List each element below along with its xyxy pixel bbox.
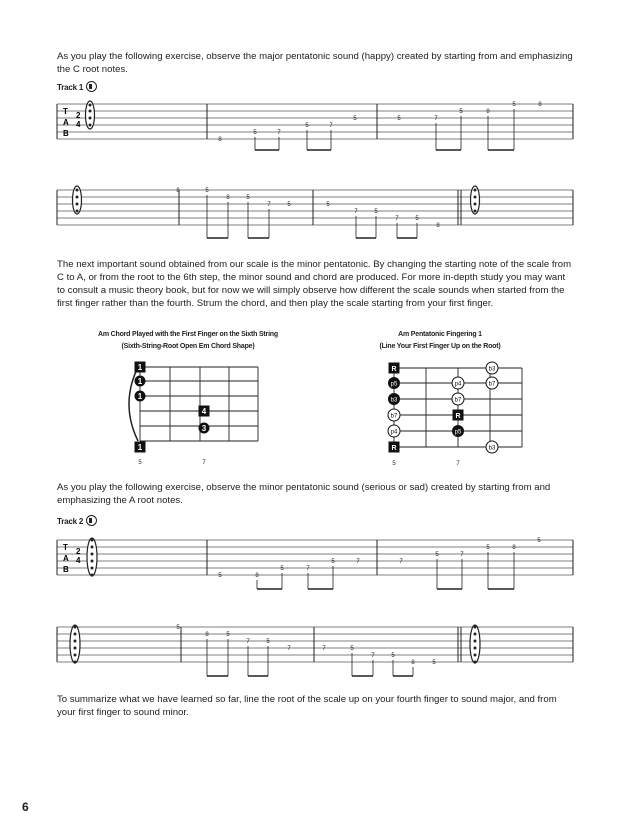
- tab-note: 5: [253, 130, 257, 136]
- svg-text:1: 1: [137, 392, 143, 401]
- chord-diagram-title: Am Chord Played with the First Finger on the Sixth String: [98, 331, 278, 338]
- scale-dot-filled: [388, 377, 400, 389]
- svg-text:1: 1: [137, 443, 143, 452]
- tab-note: 7: [399, 559, 403, 565]
- paragraph-minor-explanation: The next important sound obtained from our scale is the minor pentatonic. By changing the starting note of the scale from C to A, or from the root to the 6th step, the minor sound and chord are produced. For more in-depth study you may want to consult a music theory book, but for now we will simply observe how different the scale sounds when started from the first finger rather than the fourth. Strum the chord, and then play the scale starting from your first finger.: [57, 259, 572, 309]
- tab-note: 5: [246, 195, 250, 201]
- tab-note: 5: [459, 109, 463, 115]
- tab-note: 5: [512, 102, 516, 108]
- open-chord-oval-icon: [470, 625, 480, 664]
- svg-text:b3: b3: [488, 366, 496, 373]
- tab-note: 5: [226, 632, 230, 638]
- tab-note: 5: [350, 646, 354, 652]
- svg-text:R: R: [391, 445, 397, 452]
- tab-note: 5: [331, 559, 335, 565]
- tab-note: 5: [205, 188, 209, 194]
- scale-dot-filled: [388, 393, 400, 405]
- open-chord-oval-icon: [70, 625, 80, 664]
- svg-text:R: R: [455, 413, 461, 420]
- tab-note: 7: [434, 116, 438, 122]
- finger-1-square: [135, 362, 146, 373]
- finger-1-dot: [135, 376, 146, 387]
- tab-note: 7: [306, 566, 310, 572]
- tab-note: 5: [432, 660, 436, 666]
- tab-note: 7: [322, 646, 326, 652]
- tab-note: 5: [326, 202, 330, 208]
- scale-root-square: [453, 410, 464, 421]
- scale-dot-open: [452, 377, 464, 389]
- tab-note: 7: [356, 559, 360, 565]
- tab-note: 8: [411, 660, 415, 666]
- tab-note: 7: [460, 552, 464, 558]
- time-sig-bottom: 4: [76, 556, 81, 565]
- tab-note: 8: [486, 109, 490, 115]
- tab-note: 5: [415, 216, 419, 222]
- tab-clef-b: B: [63, 129, 69, 138]
- tab-note: 5: [305, 123, 309, 129]
- tab-note: 8: [176, 188, 180, 194]
- track-2-text: Track 2: [57, 517, 84, 526]
- tab-note: 8: [205, 632, 209, 638]
- finger-3-dot: [199, 423, 210, 434]
- svg-text:R: R: [391, 366, 397, 373]
- tab-note: 5: [280, 566, 284, 572]
- scale-dot-open: [486, 362, 498, 374]
- tab-note: 8: [538, 102, 542, 108]
- tab-staff-track1-line1: [57, 101, 573, 150]
- finger-4-square: [199, 406, 210, 417]
- svg-text:p4: p4: [454, 381, 462, 388]
- tab-clef-a: A: [63, 554, 69, 563]
- svg-text:3: 3: [201, 424, 207, 433]
- tab-note: 5: [374, 209, 378, 215]
- fret-label: 5: [138, 460, 142, 466]
- tab-note: 5: [176, 625, 180, 631]
- scale-diagram-title: Am Pentatonic Fingering 1: [398, 331, 482, 338]
- scale-dot-open: [388, 425, 400, 437]
- tab-clef-b: B: [63, 565, 69, 574]
- tab-note: 5: [486, 545, 490, 551]
- tab-clef-a: A: [63, 118, 69, 127]
- tab-note: 7: [246, 639, 250, 645]
- svg-text:b3: b3: [390, 397, 398, 404]
- svg-text:4: 4: [201, 407, 207, 416]
- page-number: 6: [22, 800, 29, 814]
- tab-note: 5: [353, 116, 357, 122]
- scale-dot-open: [486, 441, 498, 453]
- paragraph-summary: To summarize what we have learned so far, line the root of the scale up on your fourth finger to sound major, and from your first finger to sound minor.: [57, 694, 557, 718]
- tab-note: 5: [537, 538, 541, 544]
- svg-text:b3: b3: [488, 445, 496, 452]
- tab-clef-t: T: [63, 107, 68, 116]
- svg-text:b7: b7: [390, 413, 398, 420]
- time-sig-bottom: 4: [76, 120, 81, 129]
- scale-root-square: [389, 442, 400, 453]
- open-chord-oval-icon: [86, 101, 95, 129]
- svg-text:p5: p5: [390, 381, 398, 388]
- svg-text:p4: p4: [390, 429, 398, 436]
- tab-staff-track2-line2: [57, 625, 573, 676]
- chord-diagram-subtitle: (Sixth-String-Root Open Em Chord Shape): [121, 343, 255, 350]
- tab-note: 7: [329, 123, 333, 129]
- paragraph-intro-minor: As you play the following exercise, observe the minor pentatonic sound (serious or sad) created by starting from and emphasizing the A root notes.: [57, 482, 551, 506]
- scale-diagram-subtitle: (Line Your First Finger Up on the Root): [379, 343, 501, 350]
- tab-clef-t: T: [63, 543, 68, 552]
- am-chord-diagram: [129, 362, 258, 467]
- finger-1-square: [135, 442, 146, 453]
- am-pentatonic-diagram: [388, 362, 522, 467]
- scale-root-square: [389, 363, 400, 374]
- svg-text:b7: b7: [454, 397, 462, 404]
- tab-staff-track2-line1: [57, 538, 573, 589]
- tab-note: 8: [218, 137, 222, 143]
- svg-text:b7: b7: [488, 381, 496, 388]
- tab-note: 5: [266, 639, 270, 645]
- open-chord-oval-icon: [87, 538, 97, 577]
- tab-note: 7: [395, 216, 399, 222]
- svg-text:p5: p5: [454, 429, 462, 436]
- svg-text:1: 1: [137, 363, 143, 372]
- open-chord-oval-icon: [73, 186, 82, 214]
- finger-1-dot: [135, 391, 146, 402]
- fret-label: 7: [456, 461, 460, 467]
- tab-note: 5: [218, 573, 222, 579]
- tab-note: 5: [391, 653, 395, 659]
- tab-note: 7: [267, 202, 271, 208]
- tab-note: 8: [226, 195, 230, 201]
- tab-note: 8: [436, 223, 440, 229]
- scale-dot-open: [388, 409, 400, 421]
- tab-note: 7: [287, 646, 291, 652]
- tab-note: 7: [371, 653, 375, 659]
- track-1-text: Track 1: [57, 83, 84, 92]
- tab-note: 5: [435, 552, 439, 558]
- svg-text:1: 1: [137, 377, 143, 386]
- tab-note: 7: [277, 130, 281, 136]
- scale-dot-open: [452, 393, 464, 405]
- tab-note: 5: [397, 116, 401, 122]
- tab-note: 8: [512, 545, 516, 551]
- fret-label: 5: [392, 461, 396, 467]
- tab-note: 7: [354, 209, 358, 215]
- time-sig-top: 2: [76, 547, 81, 556]
- fret-label: 7: [202, 460, 206, 466]
- open-chord-oval-icon: [471, 186, 480, 214]
- tab-staff-track1-line2: [57, 186, 573, 238]
- tab-note: 8: [255, 573, 259, 579]
- paragraph-intro-major: As you play the following exercise, observe the major pentatonic sound (happy) created by starting from and emphasizing the C root notes.: [57, 51, 573, 75]
- time-sig-top: 2: [76, 111, 81, 120]
- scale-dot-open: [486, 377, 498, 389]
- scale-dot-filled: [452, 425, 464, 437]
- tab-note: 5: [287, 202, 291, 208]
